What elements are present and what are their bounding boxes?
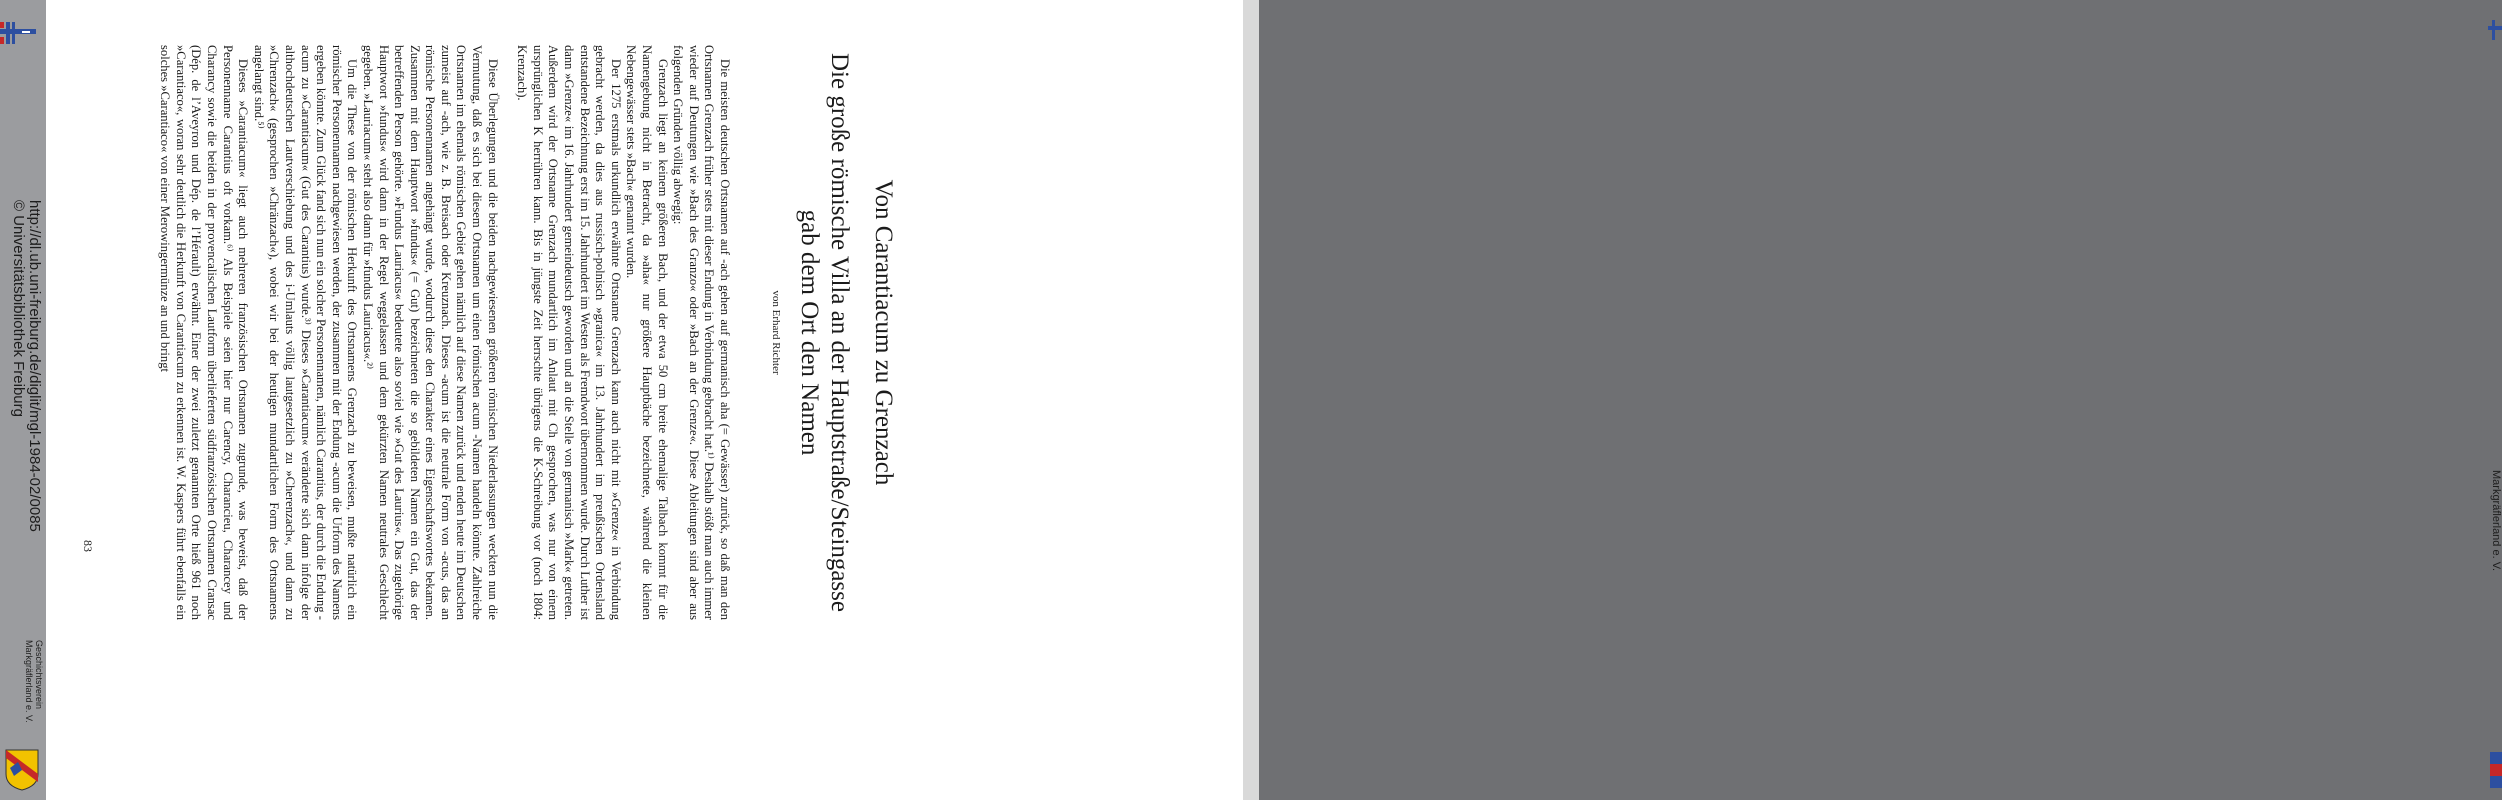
digital-library-url[interactable]: http://dl.ub.uni-freiburg.de/diglit/mgl-1984-02/0085	[26, 200, 43, 532]
coat-of-arms-icon-partial	[2490, 752, 2502, 788]
article-column	[157, 45, 898, 620]
article-author: von Erhard Richter	[770, 290, 782, 375]
publisher-line-2: Markgräflerland e. V.	[24, 640, 34, 723]
paragraph: Um die These von der römischen Herkunft des Ortsnamens Grenzach zu beweisen, mußte natürlich ein römischer Personennamen nachgewiesen werden, der zusammen mit der Endung -acum die Urform des Namens ergeben könnte. Zum Glück fand sich nun ein solcher Personennamen, nämlich Carantius, der durch die Endung -acum zu »Carantiacum« (Gut des Carantius) wurde.³⁾ Dieses »Carantiacum« veränderte sich dann infolge der althochdeutschen Lautverschiebung und des i-Umlauts völlig lautgesetzlich zu »Cherenzach«, und dann zu »Chrenzach« (gesprochen »Chränzach«), wobei wir bei der heutigen mundartlichen Form des Ortsnamens angelangt sind.⁵⁾	[251, 45, 360, 620]
paragraph: Die meisten deutschen Ortsnamen auf -ach gehen auf germanisch aha (= Gewässer) zurück, so daß man den Ortsnamen Grenzach früher stets mit dieser Endung in Verbindung gebracht hat.¹⁾ Deshalb stößt man auch immer wieder auf Deutungen wie »Bach des Granzo« oder »Bach an der Grenze«. Diese Ableitungen sind aber aus folgenden Gründen völlig abwegig:	[671, 45, 732, 620]
university-library-logo	[0, 18, 36, 48]
paragraph: Diese Überlegungen und die beiden nachgewiesenen größeren römischen Niederlassungen weckten nun die Vermutung, daß es sich bei diesem Ortsnamen um einen römischen acum -Namen handeln könnte. Zahlreiche Ortsnamen im ehemals römischen Gebiet gehen nämlich auf diese Namen zurück und enden heute im Deutschen zumeist auf -ach, wie z. B. Breisach oder Kreuznach. Dieses -acum ist die neutrale Form von -acus, das an römische Personennamen angehängt wurde, wodurch diese den Charakter eines Eigenschaftswortes bekamen. Zusammen mit dem Hauptwort »fundus« (= Gut) bezeichneten die so gebildeten Namen ein Gut, das der betreffenden Person gehörte. »Fundus Lauriacus« bedeutete also soviel wie »Gut des Laurius«. Das zugehörige Hauptwort »fundus« wird dann in der Regel weggelassen und dem gekürzten Namen neutrales Geschlecht gegeben. »Lauriacum« steht also dann für »fundus Lauriacus«.²⁾	[360, 45, 500, 620]
publisher-line-1: Geschichtsverein	[34, 640, 44, 710]
next-page-publisher-text: Markgräflerland e. V.	[2490, 470, 2502, 572]
next-page-margin-text	[2489, 470, 2502, 770]
page-number: 83	[81, 540, 95, 552]
scanned-page	[46, 0, 1243, 800]
rotated-page-content	[46, 0, 1243, 800]
left-margin	[0, 0, 46, 800]
coat-of-arms-icon	[4, 748, 40, 792]
paragraph: Dieses »Carantiacum« liegt auch mehreren französischen Ortsnamen zugrunde, was beweist, daß der Personenname Carantius oft vorkam.⁶⁾ Als Beispiele seien hier nur Carency, Charancieu, Charancey und Charancy sowie die beiden in der provencalischen Lautform überlieferten südfranzösischen Ortsnamen Cransac (Dép. de l’Aveyron und Dép. de l’Hérault) erwähnt. Einer der zwei zuletzt genannten Orte hieß 961 noch »Carantiaco«, woran sehr deutlich die Herkunft von Carantiacum zu erkennen ist. W. Kaspers führt ebenfalls ein solches »Carantiaco« von einer Merowingermünze an und bringt	[158, 45, 251, 620]
paragraph: Grenzach liegt an keinem größeren Bach, und der etwa 50 cm breite ehemalige Talbach kommt für die Namengebung nicht in Betracht, da »aha« nur größere Hauptbäche bezeichnete, während die kleinen Nebengewässer stets »Bach« genannt wurden.	[624, 45, 670, 620]
university-library-logo-partial	[2488, 18, 2502, 42]
paragraph: Der 1275 erstmals urkundlich erwähnte Ortsname Grenzach kann auch nicht mit »Grenze« in Verbindung gebracht werden, da dies aus russisch-polnisch »granica« im 13. Jahrhundert im preußischen Ordensland entstandene Bezeichnung erst im 15. Jahrhundert im Westen als Fremdwort übernommen wurde. Durch Luther ist dann »Grenze« im 16. Jahrhundert gemeindeutsch geworden und an die Stelle von germanisch »Mark« getreten. Außerdem wird der Ortsname Grenzach mundartlich im Anlaut mit Ch gesprochen, was nur von einem ursprünglichen K herrühren kann. Bis in jüngste Zeit herrschte übrigens die K-Schreibung vor (noch 1804: Krenzach).	[515, 45, 623, 620]
next-page-edge[interactable]	[1243, 0, 2502, 800]
copyright-notice: © Universitätsbibliothek Freiburg	[10, 200, 27, 417]
article-subtitle: Die große römische Villa an der Hauptstraße/Steingasse gab dem Ort den Namen	[796, 53, 853, 612]
article-title: Von Carantiacum zu Grenzach	[870, 179, 897, 486]
